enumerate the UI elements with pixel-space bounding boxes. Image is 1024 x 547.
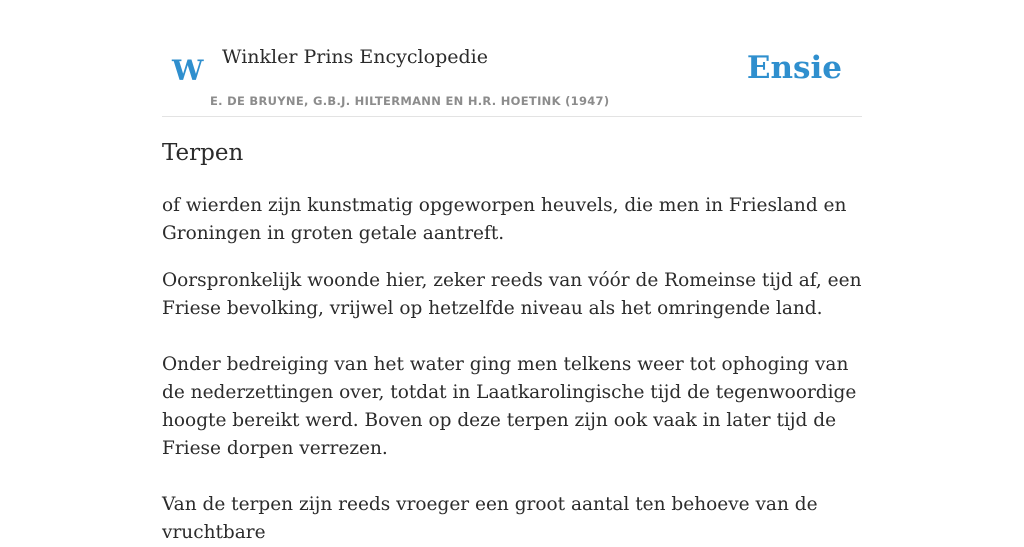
paragraph: of wierden zijn kunstmatig opgeworpen heuvels, die men in Friesland en Groningen in groten getale aantreft. <box>162 195 847 244</box>
ensie-logo[interactable]: Ensie <box>746 50 842 86</box>
source-title[interactable]: Winkler Prins Encyclopedie <box>222 46 488 68</box>
article-body <box>162 192 862 547</box>
page <box>162 0 862 543</box>
paragraph: Onder bedreiging van het water ging men telkens weer tot ophoging van de nederzettingen over, totdat in Laatkarolingische tijd de tegenwoordige hoogte bereikt werd. Boven op deze terpen zijn ook vaak in later tijd de Friese dorpen verrezen. <box>162 354 857 459</box>
source-authors: E. DE BRUYNE, G.B.J. HILTERMANN EN H.R. HOETINK (1947) <box>210 94 610 108</box>
paragraph: Van de terpen zijn reeds vroeger een groot aantal ten behoeve van de vruchtbare <box>162 494 818 543</box>
winkler-prins-logo[interactable]: W <box>172 54 204 87</box>
source-header <box>162 0 862 117</box>
article-title: Terpen <box>162 140 244 166</box>
paragraph: Oorspronkelijk woonde hier, zeker reeds van vóór de Romeinse tijd af, een Friese bevolking, vrijwel op hetzelfde niveau als het omringende land. <box>162 270 862 319</box>
